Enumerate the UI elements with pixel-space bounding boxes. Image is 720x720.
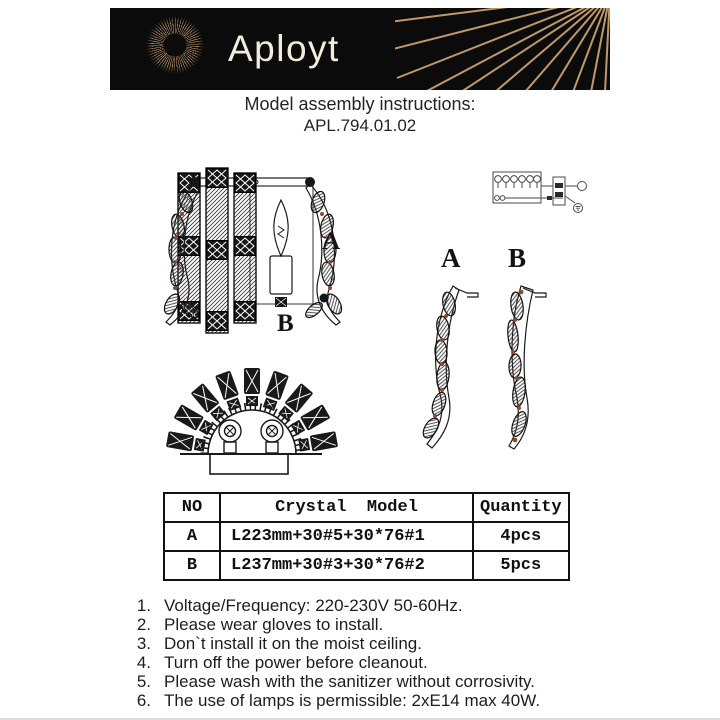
brand-header xyxy=(110,8,610,90)
item-number: 2. xyxy=(136,615,151,635)
item-number: 3. xyxy=(136,634,151,654)
title-block xyxy=(0,94,720,137)
list-item xyxy=(127,596,617,615)
wiring-diagram xyxy=(485,165,605,220)
item-text: The use of lamps is permissible: 2xE14 max 40W. xyxy=(164,691,541,711)
item-text: Turn off the power before cleanout. xyxy=(164,653,428,673)
crystal-model-table xyxy=(163,492,570,581)
item-number: 1. xyxy=(136,596,151,615)
model-number: APL.794.01.02 xyxy=(303,115,417,135)
item-number: 4. xyxy=(136,653,151,673)
list-item xyxy=(127,691,617,710)
list-item xyxy=(127,634,617,653)
list-item xyxy=(127,653,617,672)
table-row xyxy=(164,551,569,580)
instructions-list xyxy=(127,596,617,711)
col-header-quantity: Quantity xyxy=(473,493,569,522)
row-b-no: B xyxy=(164,551,220,580)
front-view-part-b-label: B xyxy=(277,310,294,337)
starburst-logo-icon xyxy=(144,14,206,76)
row-a-quantity: 4pcs xyxy=(473,522,569,551)
row-b-model: L237mm+30#3+30*76#2 xyxy=(220,551,473,580)
table-header-row xyxy=(164,493,569,522)
item-text: Please wear gloves to install. xyxy=(164,615,384,635)
col-header-no: NO xyxy=(164,493,220,522)
list-item xyxy=(127,672,617,691)
item-text: Please wash with the sanitizer without corrosivity. xyxy=(164,672,536,692)
crystal-strands-drawing xyxy=(415,278,565,458)
row-a-model: L223mm+30#5+30*76#1 xyxy=(220,522,473,551)
sconce-top-view-drawing xyxy=(164,362,340,480)
radial-lines-decoration xyxy=(395,8,610,90)
strand-b-label: B xyxy=(508,243,527,273)
item-text: Don`t install it on the moist ceiling. xyxy=(164,634,422,654)
page-title: Model assembly instructions: xyxy=(244,94,476,114)
item-number: 5. xyxy=(136,672,151,692)
row-a-no: A xyxy=(164,522,220,551)
front-view-part-a-label: A xyxy=(322,228,341,255)
strand-a-label: A xyxy=(441,243,461,273)
item-number: 6. xyxy=(136,691,151,711)
item-text: Voltage/Frequency: 220-230V 50-60Hz. xyxy=(164,596,463,615)
list-item xyxy=(127,615,617,634)
brand-name: Aployt xyxy=(228,28,340,69)
col-header-crystal-model: Crystal Model xyxy=(220,493,473,522)
row-b-quantity: 5pcs xyxy=(473,551,569,580)
table-row xyxy=(164,522,569,551)
